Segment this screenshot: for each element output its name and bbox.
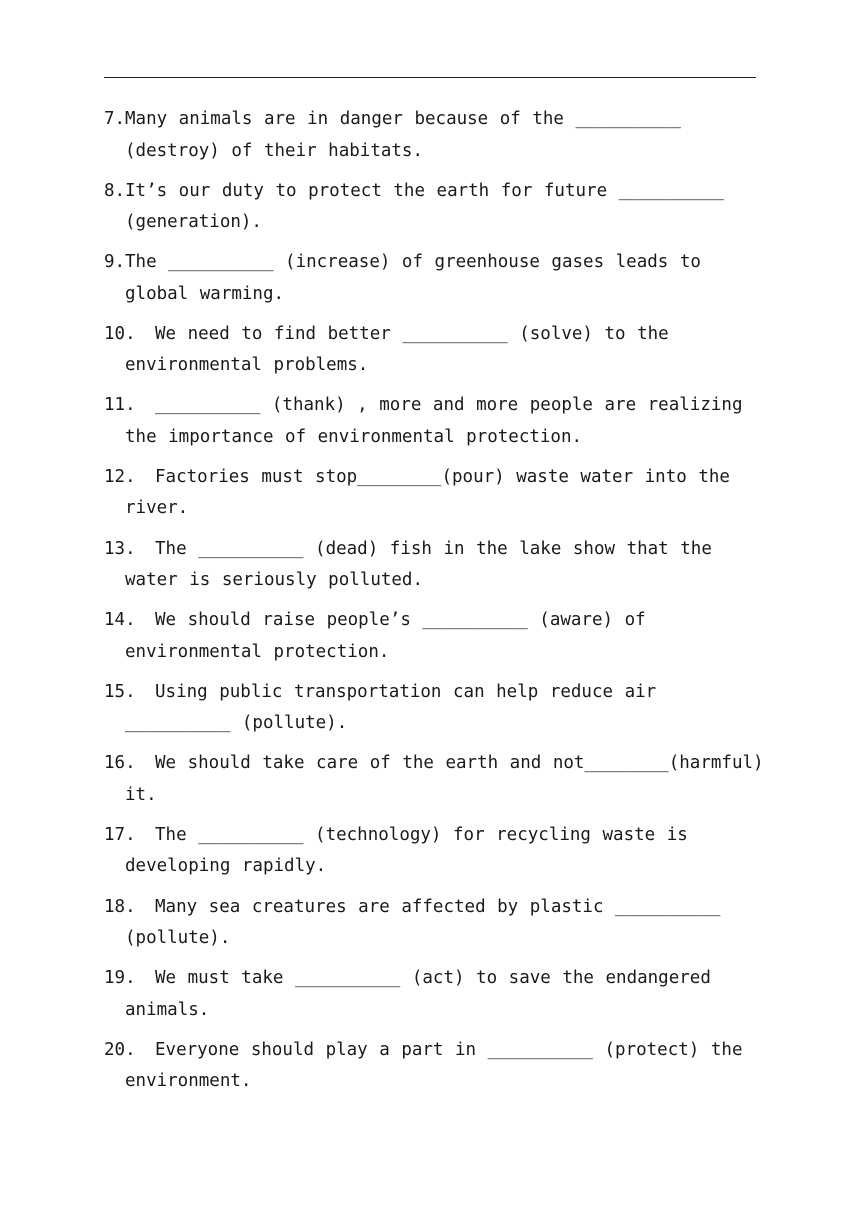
header-rule bbox=[104, 77, 756, 78]
question-item bbox=[104, 677, 764, 740]
question-text: The __________ (increase) of greenhouse gases leads to global warming. bbox=[125, 252, 701, 304]
question-number: 13. bbox=[104, 538, 136, 559]
question-item bbox=[104, 176, 764, 239]
question-number: 7. bbox=[104, 109, 126, 129]
question-text: Everyone should play a part in __________ (protect) the environment. bbox=[125, 1039, 743, 1092]
question-item bbox=[104, 748, 764, 811]
question-item bbox=[104, 104, 764, 167]
question-item bbox=[104, 390, 764, 453]
question-item bbox=[104, 247, 764, 310]
question-text: Factories must stop________(pour) waste water into the river. bbox=[125, 466, 730, 519]
question-text: We should raise people’s __________ (aware) of environmental protection. bbox=[125, 610, 646, 662]
question-text: It’s our duty to protect the earth for future __________ (generation). bbox=[125, 180, 725, 233]
question-number: 18. bbox=[104, 896, 136, 917]
question-text: The __________ (technology) for recycling waste is developing rapidly. bbox=[125, 824, 688, 877]
question-number: 10. bbox=[104, 323, 136, 344]
question-text: We need to find better __________ (solve) to the environmental problems. bbox=[125, 323, 669, 376]
question-list bbox=[104, 104, 764, 1106]
question-text: Using public transportation can help reduce air __________ (pollute). bbox=[125, 681, 657, 734]
question-number: 16. bbox=[104, 753, 136, 774]
question-number: 15. bbox=[104, 681, 136, 702]
question-number: 20. bbox=[104, 1039, 136, 1060]
question-number: 19. bbox=[104, 968, 136, 989]
question-item bbox=[104, 1035, 764, 1098]
question-item bbox=[104, 963, 764, 1026]
question-number: 8. bbox=[104, 180, 126, 201]
question-text: We should take care of the earth and not________(harmful) it. bbox=[125, 753, 764, 805]
question-item bbox=[104, 820, 764, 883]
question-number: 12. bbox=[104, 466, 136, 487]
question-item bbox=[104, 892, 764, 955]
question-text: __________ (thank) , more and more people are realizing the importance of environmental protection. bbox=[125, 395, 743, 447]
question-text: The __________ (dead) fish in the lake show that the water is seriously polluted. bbox=[125, 538, 712, 591]
question-text: Many animals are in danger because of the __________ (destroy) of their habitats. bbox=[125, 109, 681, 161]
question-item bbox=[104, 462, 764, 525]
question-text: Many sea creatures are affected by plastic __________ (pollute). bbox=[125, 896, 721, 949]
question-item bbox=[104, 534, 764, 597]
question-item bbox=[104, 605, 764, 668]
question-text: We must take __________ (act) to save the endangered animals. bbox=[125, 968, 711, 1020]
question-number: 9. bbox=[104, 252, 126, 273]
question-number: 14. bbox=[104, 610, 136, 631]
question-number: 11. bbox=[104, 395, 136, 416]
question-item bbox=[104, 319, 764, 382]
question-number: 17. bbox=[104, 824, 136, 845]
